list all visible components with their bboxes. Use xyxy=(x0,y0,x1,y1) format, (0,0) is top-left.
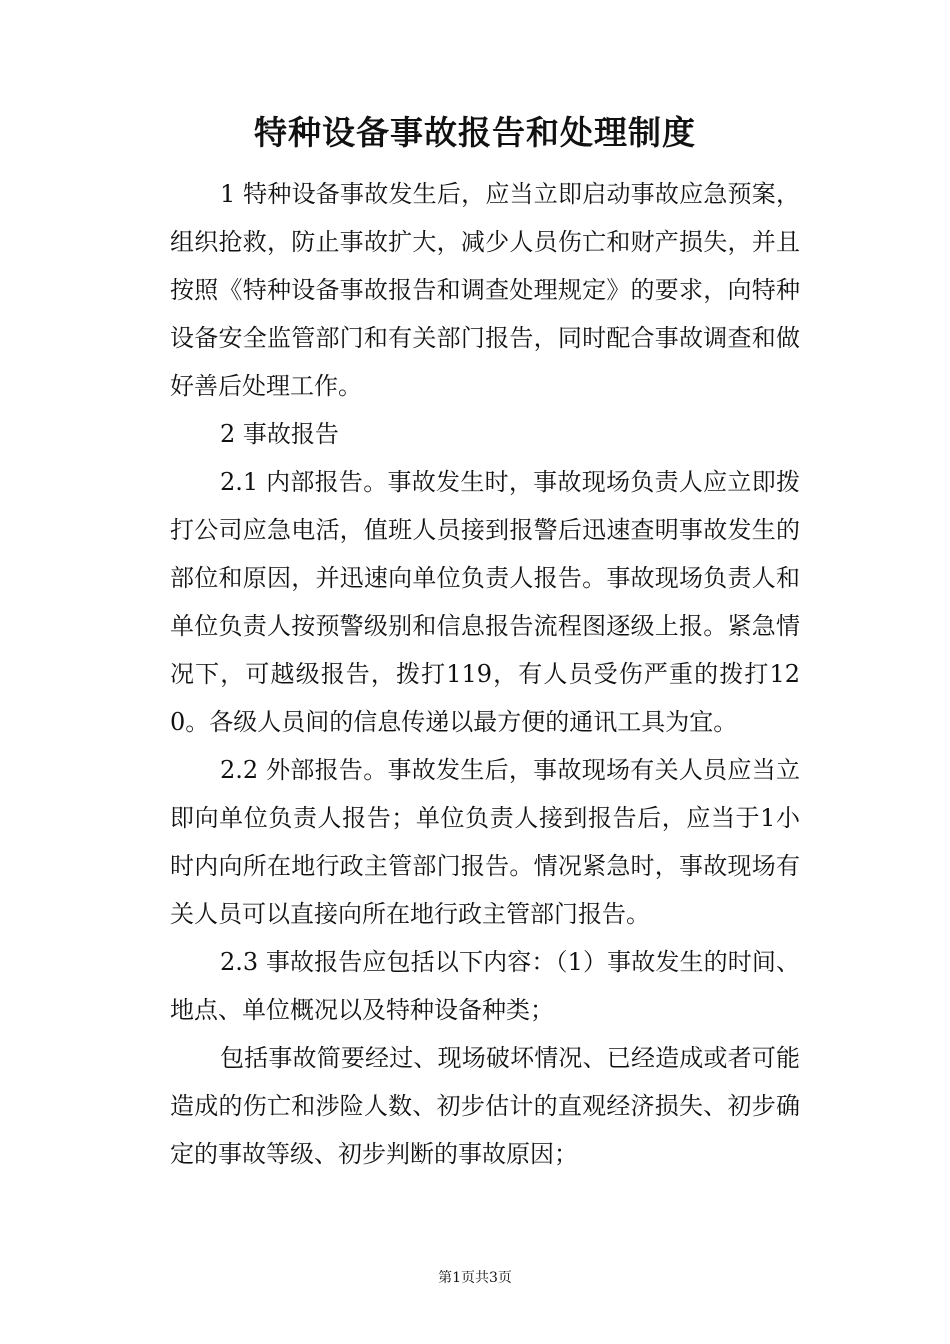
page-footer: 第1页共3页 xyxy=(438,1270,512,1286)
paragraph-1: 1 特种设备事故发生后，应当立即启动事故应急预案，组织抢救，防止事故扩大，减少人员伤亡和财产损失，并且按照《特种设备事故报告和调查处理规定》的要求，向特种设备安全监管部门和有关部门报告，同时配合事故调查和做好善后处理工作。 xyxy=(170,180,800,400)
paragraph-5: 2.3 事故报告应包括以下内容：（1）事故发生的时间、地点、单位概况以及特种设备种类； xyxy=(170,948,800,1024)
paragraph-3: 2.1 内部报告。事故发生时，事故现场负责人应立即拨打公司应急电活，值班人员接到报警后迅速查明事故发生的部位和原因，并迅速向单位负责人报告。事故现场负责人和单位负责人按预警级别和信息报告流程图逐级上报。紧急情况下，可越级报告，拨打119，有人员受伤严重的拨打120。各级人员间的信息传递以最方便的通讯工具为宜。 xyxy=(170,468,800,736)
document-body xyxy=(170,170,800,1178)
paragraph-6: 包括事故简要经过、现场破坏情况、已经造成或者可能造成的伤亡和涉险人数、初步估计的直观经济损失、初步确定的事故等级、初步判断的事故原因； xyxy=(170,1044,800,1168)
paragraph-4: 2.2 外部报告。事故发生后，事故现场有关人员应当立即向单位负责人报告；单位负责人接到报告后，应当于1小时内向所在地行政主管部门报告。情况紧急时，事故现场有关人员可以直接向所在地行政主管部门报告。 xyxy=(170,756,800,928)
paragraph-2: 2 事故报告 xyxy=(220,420,339,448)
document-title: 特种设备事故报告和处理制度 xyxy=(254,113,696,152)
